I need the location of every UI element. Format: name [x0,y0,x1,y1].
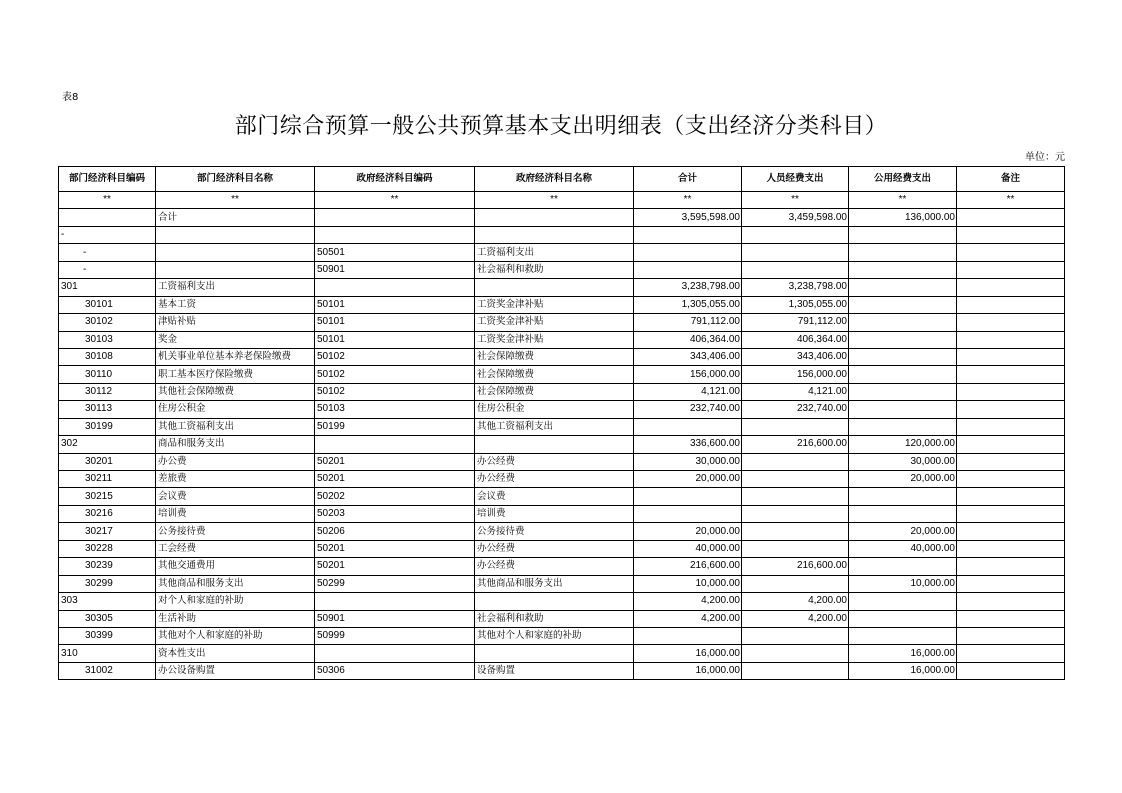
personnel-cell: 4,121.00 [742,383,849,400]
personnel-cell: 4,200.00 [742,593,849,610]
econ-code-cell: 303 [59,593,156,610]
gov-name-cell: 住房公积金 [475,401,634,418]
econ-name-cell: 商品和服务支出 [156,436,315,453]
econ-name-cell: 办公设备购置 [156,662,315,679]
table-row [59,348,1065,365]
table-row [59,261,1065,278]
econ-code-cell: 30216 [59,505,156,522]
note-cell [957,296,1065,313]
note-cell [957,471,1065,488]
gov-name-cell: 其他对个人和家庭的补助 [475,627,634,644]
total-cell: 20,000.00 [634,523,742,540]
econ-code-cell: 30113 [59,401,156,418]
gov-name-cell: 培训费 [475,505,634,522]
personnel-cell [742,575,849,592]
econ-code-cell [59,209,156,226]
personnel-cell: 343,406.00 [742,348,849,365]
econ-name-cell: 其他商品和服务支出 [156,575,315,592]
header-cell: 部门经济科目名称 [156,167,315,192]
gov-name-cell: 社会保障缴费 [475,348,634,365]
personnel-cell [742,471,849,488]
gov-code-cell [315,593,475,610]
econ-name-cell: 工资福利支出 [156,279,315,296]
page-title: 部门综合预算一般公共预算基本支出明细表（支出经济分类科目） [234,114,888,139]
personnel-cell [742,261,849,278]
total-cell [634,261,742,278]
table-row [59,645,1065,662]
note-cell [957,523,1065,540]
econ-code-cell: 30299 [59,575,156,592]
econ-name-cell: 机关事业单位基本养老保险缴费 [156,348,315,365]
total-cell: 791,112.00 [634,314,742,331]
star-cell: ** [957,192,1065,209]
personnel-cell [742,645,849,662]
public-cell [849,244,957,261]
gov-name-cell [475,226,634,243]
note-cell [957,453,1065,470]
econ-name-cell: 其他工资福利支出 [156,418,315,435]
gov-name-cell: 公务接待费 [475,523,634,540]
econ-name-cell: 基本工资 [156,296,315,313]
table-row [59,575,1065,592]
note-cell [957,436,1065,453]
table-row [59,401,1065,418]
personnel-cell [742,418,849,435]
econ-code-cell: 30305 [59,610,156,627]
public-cell: 16,000.00 [849,645,957,662]
total-cell: 232,740.00 [634,401,742,418]
public-cell [849,261,957,278]
gov-code-cell: 50901 [315,261,475,278]
personnel-cell: 791,112.00 [742,314,849,331]
table-row [59,505,1065,522]
gov-name-cell [475,209,634,226]
note-cell [957,366,1065,383]
gov-name-cell [475,436,634,453]
gov-name-cell: 社会福利和救助 [475,261,634,278]
gov-code-cell [315,436,475,453]
gov-code-cell: 50101 [315,331,475,348]
note-cell [957,331,1065,348]
total-cell: 4,121.00 [634,383,742,400]
unit-label: 单位：元 [1025,152,1065,163]
gov-code-cell: 50299 [315,575,475,592]
econ-code-cell: - [59,261,156,278]
public-cell [849,505,957,522]
public-cell [849,383,957,400]
personnel-cell: 4,200.00 [742,610,849,627]
total-cell: 156,000.00 [634,366,742,383]
gov-name-cell: 工资奖金津补贴 [475,331,634,348]
total-cell: 343,406.00 [634,348,742,365]
econ-code-cell: 30102 [59,314,156,331]
gov-code-cell: 50201 [315,453,475,470]
econ-name-cell: 对个人和家庭的补助 [156,593,315,610]
econ-name-cell: 生活补助 [156,610,315,627]
note-cell [957,610,1065,627]
gov-code-cell: 50999 [315,627,475,644]
gov-code-cell: 50102 [315,348,475,365]
gov-code-cell [315,226,475,243]
econ-code-cell: 30199 [59,418,156,435]
econ-code-cell: - [59,226,156,243]
personnel-cell [742,226,849,243]
gov-code-cell: 50101 [315,296,475,313]
public-cell [849,331,957,348]
total-cell [634,244,742,261]
gov-code-cell: 50201 [315,540,475,557]
total-cell [634,488,742,505]
total-cell: 20,000.00 [634,471,742,488]
gov-code-cell: 50199 [315,418,475,435]
gov-name-cell: 办公经费 [475,453,634,470]
econ-name-cell [156,244,315,261]
personnel-cell [742,488,849,505]
note-cell [957,505,1065,522]
public-cell [849,366,957,383]
econ-name-cell: 其他社会保障缴费 [156,383,315,400]
public-cell [849,348,957,365]
econ-code-cell: 30228 [59,540,156,557]
header-cell: 政府经济科目编码 [315,167,475,192]
personnel-cell: 1,305,055.00 [742,296,849,313]
table-row [59,279,1065,296]
econ-name-cell: 其他对个人和家庭的补助 [156,627,315,644]
econ-code-cell: 30103 [59,331,156,348]
econ-name-cell: 资本性支出 [156,645,315,662]
table-row [59,627,1065,644]
total-cell [634,226,742,243]
star-cell: ** [849,192,957,209]
econ-name-cell [156,261,315,278]
table-row [59,558,1065,575]
econ-code-cell: 30201 [59,453,156,470]
public-cell [849,593,957,610]
gov-code-cell: 50102 [315,366,475,383]
total-cell: 216,600.00 [634,558,742,575]
gov-name-cell: 其他商品和服务支出 [475,575,634,592]
note-cell [957,575,1065,592]
table-row [59,610,1065,627]
public-cell: 20,000.00 [849,471,957,488]
gov-name-cell: 工资奖金津补贴 [475,296,634,313]
star-row [59,192,1065,209]
total-cell: 4,200.00 [634,593,742,610]
personnel-cell [742,662,849,679]
header-cell: 人员经费支出 [742,167,849,192]
note-cell [957,401,1065,418]
public-cell [849,296,957,313]
econ-name-cell: 其他交通费用 [156,558,315,575]
personnel-cell: 3,238,798.00 [742,279,849,296]
header-cell: 备注 [957,167,1065,192]
personnel-cell [742,505,849,522]
public-cell: 20,000.00 [849,523,957,540]
public-cell [849,418,957,435]
personnel-cell: 232,740.00 [742,401,849,418]
econ-code-cell: 30110 [59,366,156,383]
table-row [59,418,1065,435]
expenditure-table [58,166,1065,680]
gov-name-cell [475,279,634,296]
note-cell [957,593,1065,610]
table-row [59,366,1065,383]
gov-name-cell: 社会保障缴费 [475,383,634,400]
gov-name-cell: 会议费 [475,488,634,505]
personnel-cell [742,627,849,644]
star-cell: ** [475,192,634,209]
econ-code-cell: - [59,244,156,261]
econ-name-cell: 合计 [156,209,315,226]
gov-name-cell [475,645,634,662]
public-cell [849,627,957,644]
econ-code-cell: 310 [59,645,156,662]
gov-code-cell [315,279,475,296]
total-cell: 40,000.00 [634,540,742,557]
header-cell: 部门经济科目编码 [59,167,156,192]
star-cell: ** [315,192,475,209]
public-cell [849,314,957,331]
total-cell: 16,000.00 [634,662,742,679]
econ-name-cell: 住房公积金 [156,401,315,418]
table-row [59,523,1065,540]
table-row [59,244,1065,261]
total-cell: 336,600.00 [634,436,742,453]
total-cell: 3,238,798.00 [634,279,742,296]
total-cell: 3,595,598.00 [634,209,742,226]
note-cell [957,540,1065,557]
note-cell [957,627,1065,644]
header-cell: 合计 [634,167,742,192]
econ-code-cell: 30101 [59,296,156,313]
econ-code-cell: 31002 [59,662,156,679]
total-cell: 406,364.00 [634,331,742,348]
econ-code-cell: 30217 [59,523,156,540]
econ-code-cell: 30215 [59,488,156,505]
econ-code-cell: 30211 [59,471,156,488]
table-row [59,209,1065,226]
table-row [59,331,1065,348]
table-row [59,453,1065,470]
note-cell [957,645,1065,662]
gov-code-cell: 50501 [315,244,475,261]
gov-name-cell: 其他工资福利支出 [475,418,634,435]
note-cell [957,348,1065,365]
gov-name-cell: 办公经费 [475,471,634,488]
personnel-cell: 156,000.00 [742,366,849,383]
gov-name-cell: 社会保障缴费 [475,366,634,383]
gov-code-cell [315,209,475,226]
public-cell: 136,000.00 [849,209,957,226]
gov-code-cell: 50102 [315,383,475,400]
gov-name-cell: 办公经费 [475,540,634,557]
header-cell: 公用经费支出 [849,167,957,192]
econ-name-cell: 培训费 [156,505,315,522]
table-row [59,296,1065,313]
econ-name-cell: 差旅费 [156,471,315,488]
gov-code-cell: 50201 [315,558,475,575]
personnel-cell: 3,459,598.00 [742,209,849,226]
public-cell: 16,000.00 [849,662,957,679]
table-row [59,314,1065,331]
gov-name-cell: 设备购置 [475,662,634,679]
table-row [59,383,1065,400]
personnel-cell [742,453,849,470]
table-row [59,226,1065,243]
personnel-cell: 216,600.00 [742,436,849,453]
econ-code-cell: 30112 [59,383,156,400]
gov-name-cell: 工资奖金津补贴 [475,314,634,331]
total-cell [634,505,742,522]
note-cell [957,558,1065,575]
gov-name-cell: 办公经费 [475,558,634,575]
note-cell [957,244,1065,261]
econ-name-cell: 会议费 [156,488,315,505]
note-cell [957,662,1065,679]
table-row [59,540,1065,557]
note-cell [957,488,1065,505]
econ-code-cell: 30108 [59,348,156,365]
gov-name-cell [475,593,634,610]
total-cell: 30,000.00 [634,453,742,470]
total-cell: 1,305,055.00 [634,296,742,313]
econ-code-cell: 30239 [59,558,156,575]
total-cell [634,418,742,435]
table-row [59,471,1065,488]
public-cell [849,401,957,418]
table-row [59,662,1065,679]
star-cell: ** [742,192,849,209]
public-cell: 120,000.00 [849,436,957,453]
note-cell [957,261,1065,278]
header-cell: 政府经济科目名称 [475,167,634,192]
gov-code-cell: 50203 [315,505,475,522]
personnel-cell [742,244,849,261]
personnel-cell [742,523,849,540]
total-cell: 4,200.00 [634,610,742,627]
econ-name-cell [156,226,315,243]
total-cell: 16,000.00 [634,645,742,662]
public-cell [849,558,957,575]
gov-code-cell [315,645,475,662]
star-cell: ** [634,192,742,209]
gov-code-cell: 50103 [315,401,475,418]
econ-code-cell: 302 [59,436,156,453]
public-cell: 40,000.00 [849,540,957,557]
econ-name-cell: 津贴补贴 [156,314,315,331]
table-row [59,436,1065,453]
econ-name-cell: 奖金 [156,331,315,348]
econ-name-cell: 公务接待费 [156,523,315,540]
gov-code-cell: 50901 [315,610,475,627]
personnel-cell: 216,600.00 [742,558,849,575]
econ-code-cell: 301 [59,279,156,296]
table-row [59,488,1065,505]
econ-code-cell: 30399 [59,627,156,644]
total-cell: 10,000.00 [634,575,742,592]
public-cell: 30,000.00 [849,453,957,470]
gov-code-cell: 50201 [315,471,475,488]
note-cell [957,314,1065,331]
personnel-cell: 406,364.00 [742,331,849,348]
star-cell: ** [156,192,315,209]
public-cell [849,279,957,296]
total-cell [634,627,742,644]
gov-code-cell: 50206 [315,523,475,540]
note-cell [957,418,1065,435]
header-row [59,167,1065,192]
econ-name-cell: 工会经费 [156,540,315,557]
star-cell: ** [59,192,156,209]
public-cell [849,226,957,243]
gov-code-cell: 50202 [315,488,475,505]
personnel-cell [742,540,849,557]
gov-name-cell: 社会福利和救助 [475,610,634,627]
note-cell [957,279,1065,296]
gov-code-cell: 50306 [315,662,475,679]
note-cell [957,226,1065,243]
table-row [59,593,1065,610]
econ-name-cell: 办公费 [156,453,315,470]
table-number: 表8 [62,92,79,103]
gov-code-cell: 50101 [315,314,475,331]
public-cell [849,488,957,505]
public-cell: 10,000.00 [849,575,957,592]
note-cell [957,383,1065,400]
public-cell [849,610,957,627]
note-cell [957,209,1065,226]
econ-name-cell: 职工基本医疗保险缴费 [156,366,315,383]
gov-name-cell: 工资福利支出 [475,244,634,261]
